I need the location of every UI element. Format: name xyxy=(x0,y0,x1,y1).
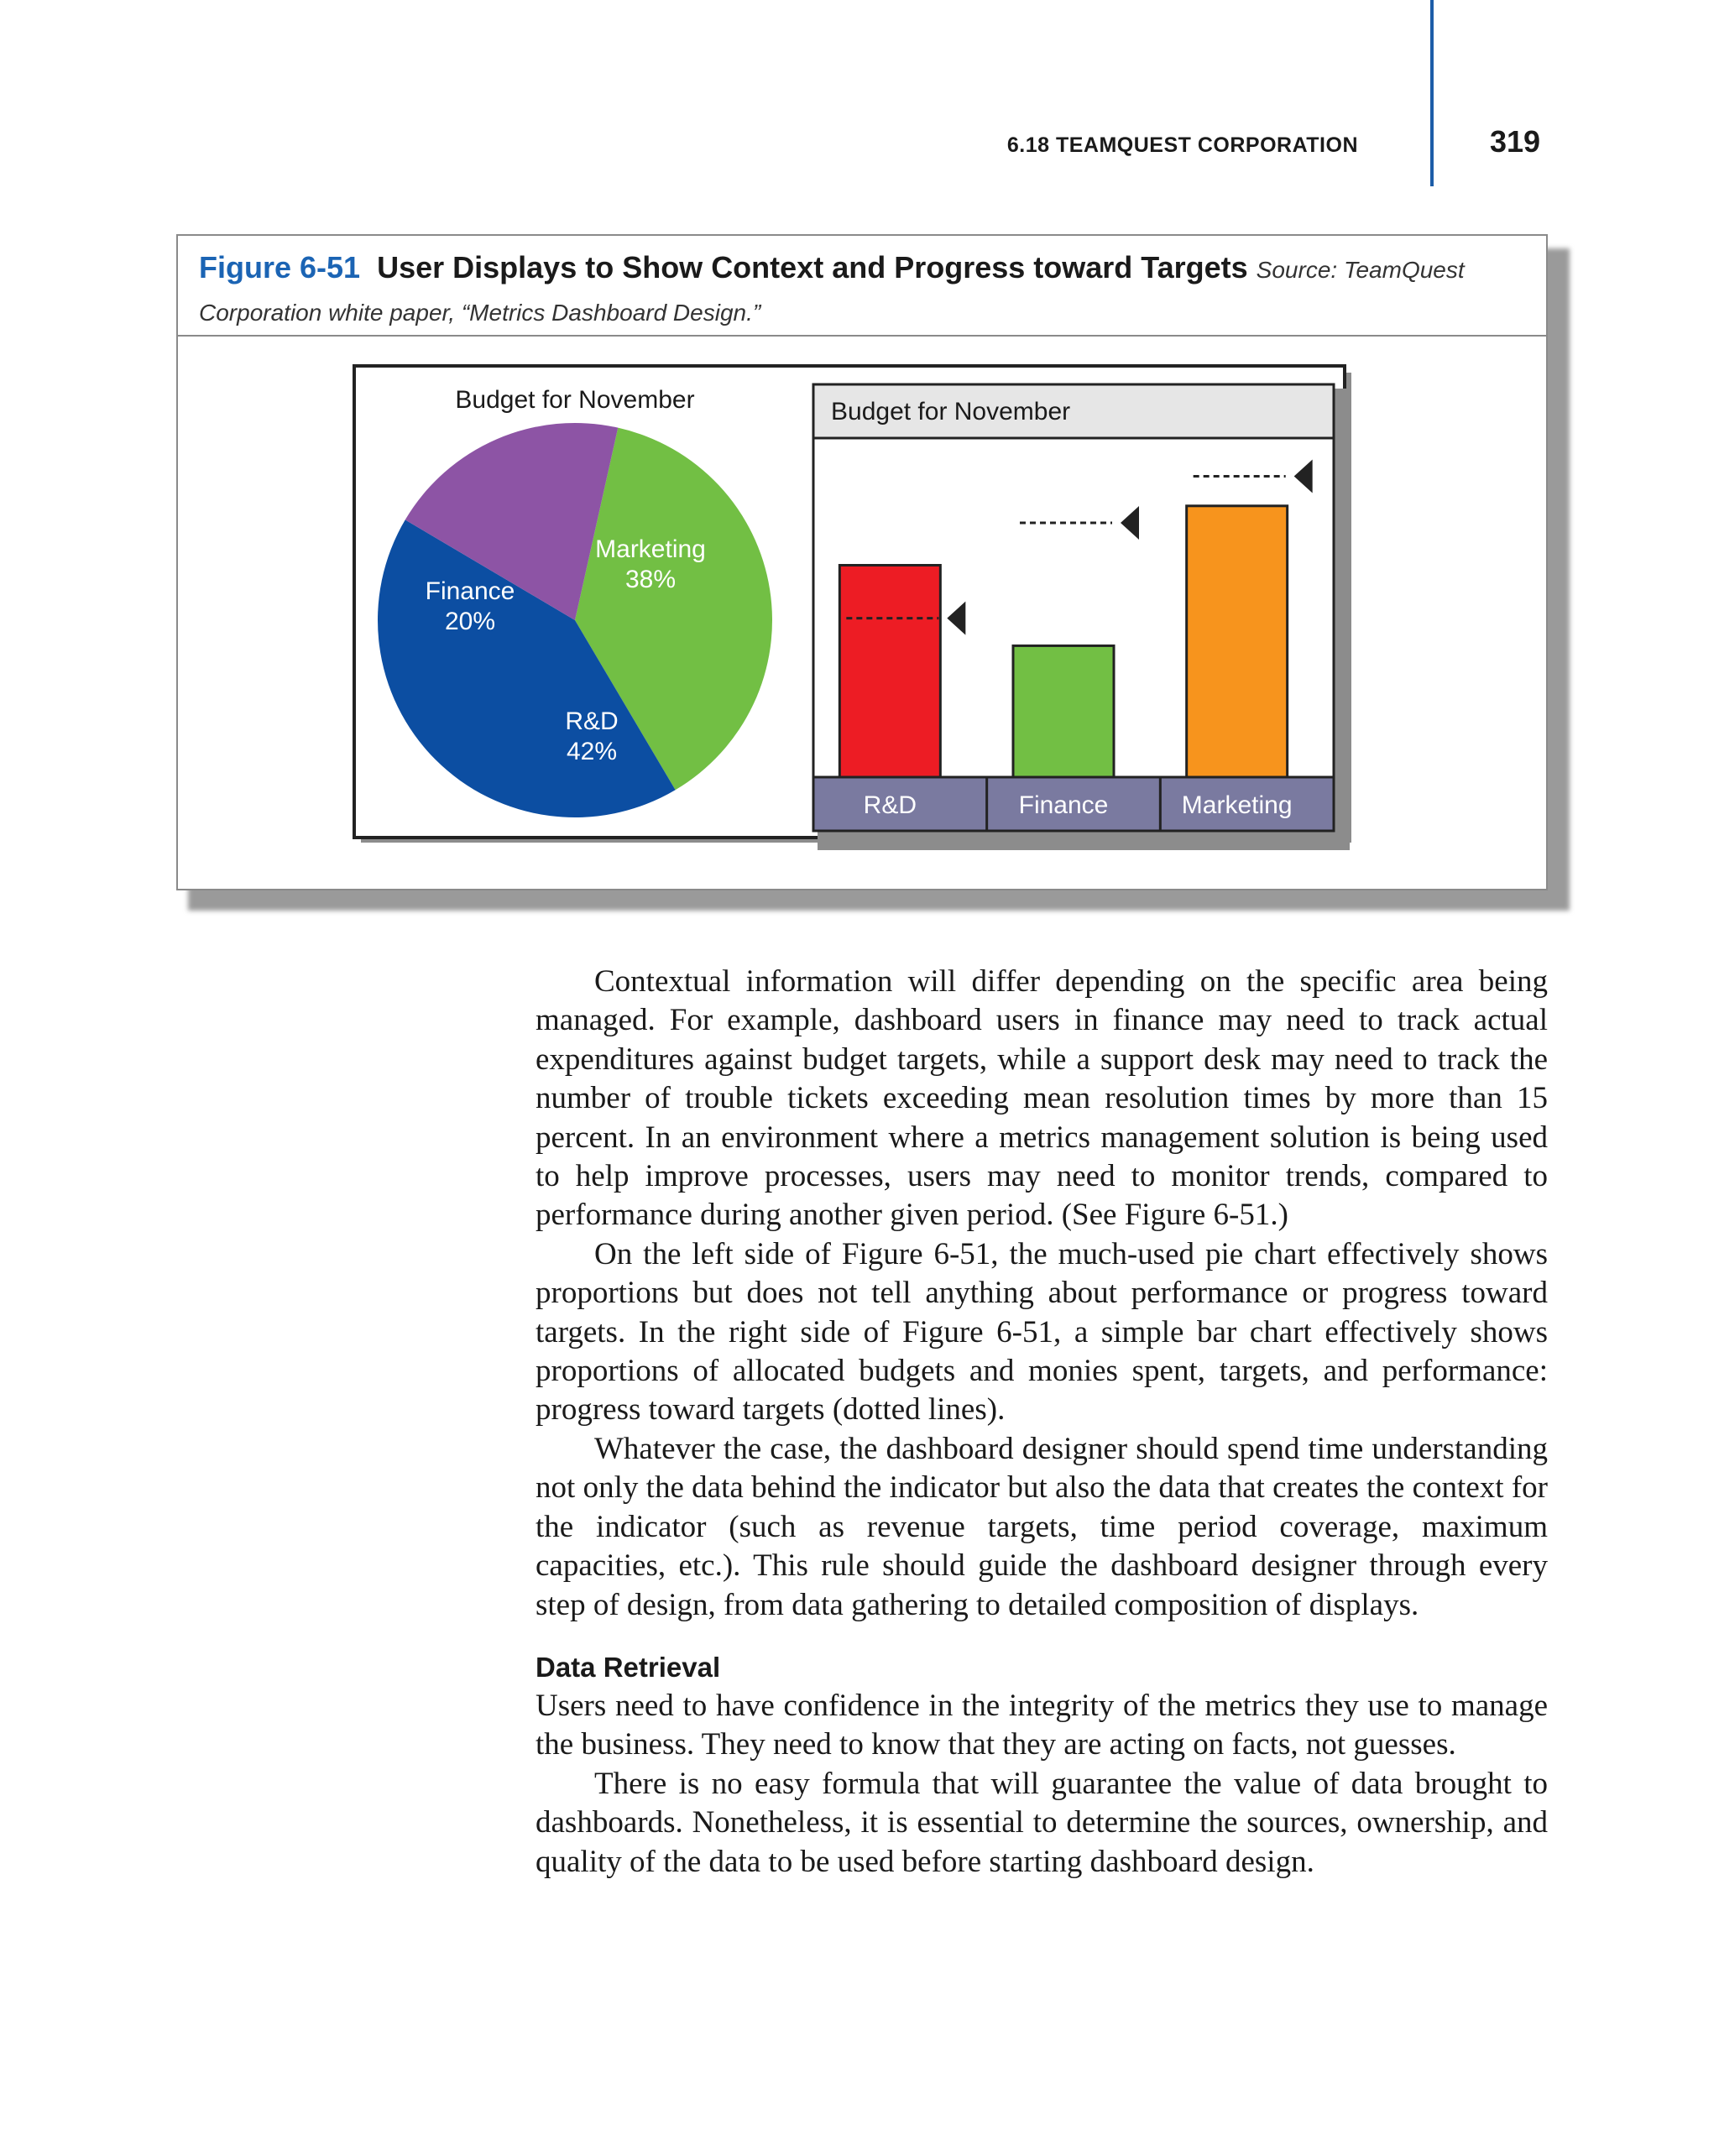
bar-chart-title: Budget for November xyxy=(831,398,1071,425)
pie-label-finance: Finance xyxy=(425,577,515,605)
section-heading-data-retrieval: Data Retrieval xyxy=(536,1651,721,1683)
paragraph-pie-vs-bar: On the left side of Figure 6-51, the much-used pie chart effectively shows proportions but does not tell anything about performance or progress toward targets. In the right side of Figure 6-51, a simple bar chart effectively shows proportions of allocated budgets and monies spent, targets, and performance: progress toward targets (dotted lines). xyxy=(536,1236,1548,1428)
body-text xyxy=(536,963,1548,1882)
paragraph-designer: Whatever the case, the dashboard designer should spend time understanding not only the data behind the indicator but also the data that creates the context for the indicator (such as revenue targets, time period coverage, maximum capacities, etc.). This rule should guide the dashboard designer through every step of design, from data gathering to detailed composition of displays. xyxy=(536,1431,1548,1622)
paragraph-confidence: Users need to have confidence in the integrity of the metrics they use to manage the business. They need to know that they are acting on facts, not guesses. xyxy=(536,1688,1548,1762)
paragraph-formula: There is no easy formula that will guarantee the value of data brought to dashboards. Nonetheless, it is essential to determine the sources, ownership, and quality of the data to be used before starting dashboard design. xyxy=(536,1766,1548,1879)
page-number: 319 xyxy=(1490,124,1541,159)
running-head: 6.18 TEAMQUEST CORPORATION xyxy=(1006,133,1358,157)
bar-r-d xyxy=(839,566,940,778)
pie-title: Budget for November xyxy=(455,386,695,414)
pie-value-finance: 20% xyxy=(444,608,496,635)
figure-title: User Displays to Show Context and Progress toward Targets xyxy=(377,250,1248,285)
bar-label-marketing: Marketing xyxy=(1181,791,1293,819)
bar-finance xyxy=(1013,645,1114,777)
bar-chart xyxy=(813,384,1350,850)
pie-value-marketing: 38% xyxy=(624,566,677,593)
figure-label: Figure 6-51 xyxy=(199,250,361,285)
caption-rule xyxy=(178,335,1546,337)
figure-caption xyxy=(199,248,1517,333)
bar-label-finance: Finance xyxy=(1018,791,1109,819)
pie-value-r-d: 42% xyxy=(566,738,618,765)
bar-marketing xyxy=(1187,506,1288,777)
paragraph-context: Contextual information will differ depending on the specific area being managed. For example, dashboard users in finance may need to track actual expenditures against budget targets, while a support desk may need to track the number of trouble tickets exceeding mean resolution times by more than 15 percent. In an environment where a metrics management solution is being used to help improve processes, users may need to monitor trends, compared to performance during another given period. (See Figure 6-51.) xyxy=(536,964,1548,1233)
pie-label-marketing: Marketing xyxy=(595,535,706,563)
bar-label-r-d: R&D xyxy=(863,791,917,819)
chart-panel xyxy=(353,364,1360,851)
figure-source: Source: TeamQuest Corporation white paper, “Metrics Dashboard Design.” xyxy=(199,257,1465,326)
pie-label-r-d: R&D xyxy=(565,707,619,735)
header-rule xyxy=(1430,0,1434,186)
